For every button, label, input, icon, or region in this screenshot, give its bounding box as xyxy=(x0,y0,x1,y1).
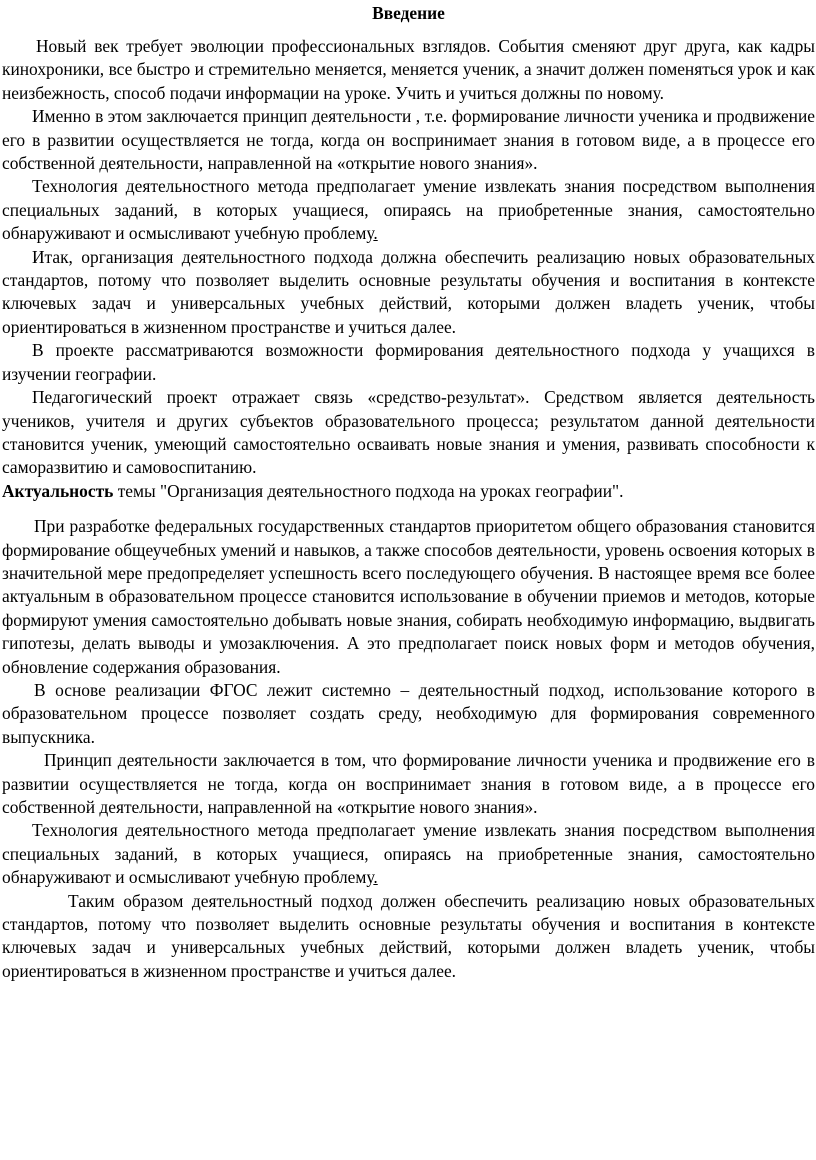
paragraph-5: В проекте рассматриваются возможности формирования деятельностного подхода у учащихся в изучении географии. xyxy=(2,340,815,384)
underlined-period: . xyxy=(373,223,378,244)
actuality-label: Актуальность xyxy=(2,480,114,501)
paragraph-3: Технология деятельностного метода предполагает умение извлекать знания посредством выполнения специальных заданий, в которых учащиеся, опираясь на приобретенные знания, самостоятельно обнаруживают и осмысливают учебную проблему. xyxy=(2,176,815,244)
paragraph-7: При разработке федеральных государственных стандартов приоритетом общего образования становится формирование общеучебных умений и навыков, а также способов деятельности, уровень освоения которых в значительной мере предопределяет успешность всего последующего обучения. В настоящее время все более актуальным в образовательном процессе становится использование в обучении приемов и методов, которые формируют умения самостоятельно добывать новые знания, собирать необходимую информацию, выдвигать гипотезы, делать выводы и умозаключения. А это предполагает поиск новых форм и методов обучения, обновление содержания образования. xyxy=(2,516,815,677)
paragraph-11: Таким образом деятельностный подход должен обеспечить реализацию новых образовательных стандартов, потому что позволяет выделить основные результаты обучения и воспитания в контексте ключевых задач и универсальных учебных действий, которыми должен владеть ученик, чтобы ориентироваться в жизненном пространстве и учиться далее. xyxy=(2,890,815,981)
paragraph-2: Именно в этом заключается принцип деятельности , т.е. формирование личности ученика и продвижение его в развитии осуществляется не тогда, когда он воспринимает знания в готовом виде, а в процессе его собственной деятельности, направленной на «открытие нового знания». xyxy=(2,106,815,174)
paragraph-1: Новый век требует эволюции профессиональных взглядов. События сменяют друг друга, как кадры кинохроники, все быстро и стремительно меняется, меняется ученик, а значит должен поменяться урок и как неизбежность, способ подачи информации на уроке. Учить и учиться должны по новому. xyxy=(2,36,815,103)
paragraph-10: Технология деятельностного метода предполагает умение извлекать знания посредством выполнения специальных заданий, в которых учащиеся, опираясь на приобретенные знания, самостоятельно обнаруживают и осмысливают учебную проблему. xyxy=(2,820,815,888)
page-title: Введение xyxy=(372,3,445,23)
underlined-period: . xyxy=(373,867,378,888)
paragraph-4: Итак, организация деятельностного подхода должна обеспечить реализацию новых образовательных стандартов, потому что позволяет выделить основные результаты обучения и воспитания в контексте ключевых задач и универсальных учебных действий, которыми должен владеть ученик, чтобы ориентироваться в жизненном пространстве и учиться далее. xyxy=(2,246,815,337)
paragraph-6: Педагогический проект отражает связь «средство-результат». Средством является деятельность учеников, учителя и других субъектов образовательного процесса; результатом данной деятельности становится ученик, умеющий самостоятельно осваивать новые знания и умения, развивать способности к саморазвитию и самовоспитанию. xyxy=(2,387,815,478)
actuality-line: Актуальность темы "Организация деятельностного подхода на уроках географии". xyxy=(2,480,624,501)
paragraph-8: В основе реализации ФГОС лежит системно – деятельностный подход, использование которого в образовательном процессе позволяет создать среду, необходимую для формирования современного выпускника. xyxy=(2,679,815,747)
paragraph-9: Принцип деятельности заключается в том, что формирование личности ученика и продвижение его в развитии осуществляется не тогда, когда он воспринимает знания в готовом виде, а в процессе его собственной деятельности, направленной на «открытие нового знания». xyxy=(2,750,815,817)
